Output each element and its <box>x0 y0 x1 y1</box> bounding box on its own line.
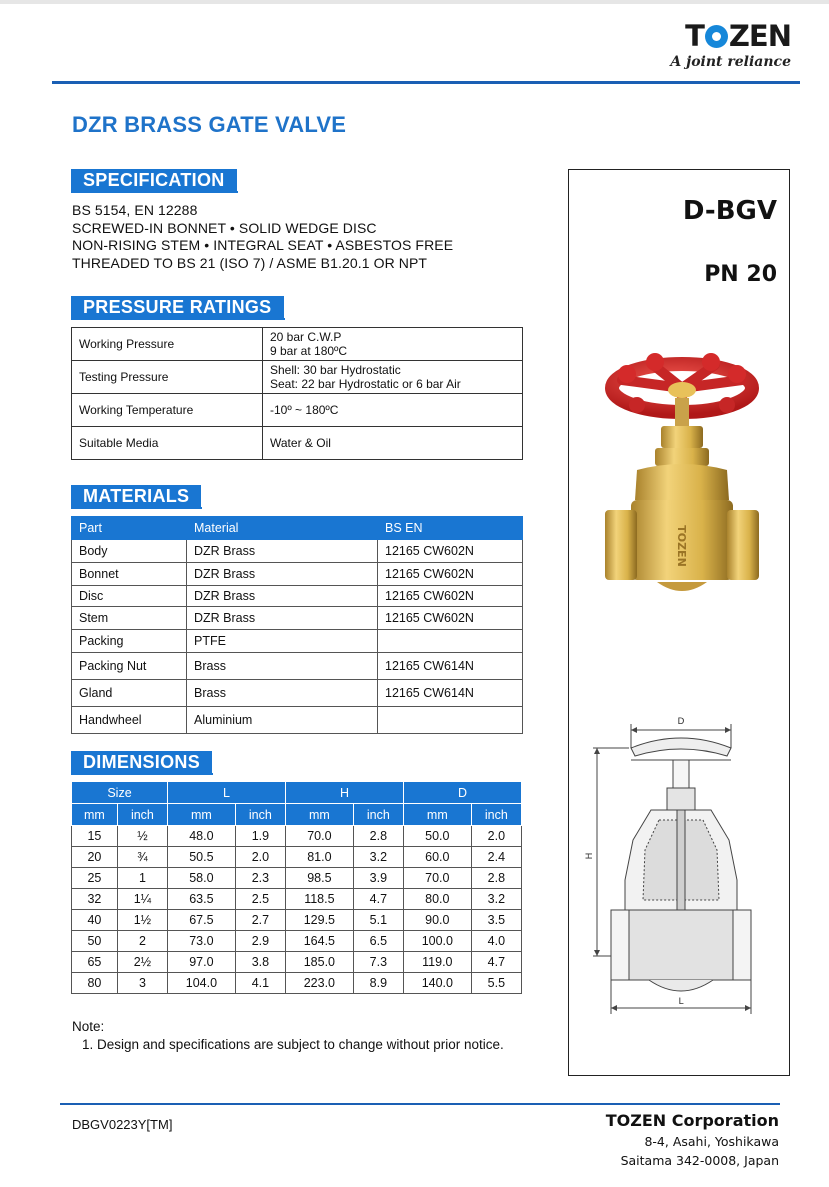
dimension-cell: 118.5 <box>286 889 354 910</box>
section-heading-dimensions: DIMENSIONS <box>71 751 212 773</box>
table-row <box>72 680 523 707</box>
column-header: Part <box>72 517 187 540</box>
dimension-cell: 1.9 <box>235 826 285 847</box>
note-item: 1. Design and specifications are subject to change without prior notice. <box>82 1037 504 1052</box>
table-row <box>72 952 522 973</box>
logo-tagline: A joint reliance <box>670 54 791 70</box>
dimension-cell: ½ <box>117 826 167 847</box>
pressure-ratings-table <box>71 327 523 460</box>
valve-photo <box>597 350 767 630</box>
table-row <box>72 868 522 889</box>
rating-label: Suitable Media <box>72 427 263 460</box>
dimension-cell: 97.0 <box>168 952 236 973</box>
materials-table <box>71 516 523 734</box>
column-header: Material <box>187 517 378 540</box>
dimension-cell: 2.7 <box>235 910 285 931</box>
dimension-cell: 3.8 <box>235 952 285 973</box>
unit-header: inch <box>117 804 167 826</box>
table-row <box>72 328 523 361</box>
company-name: TOZEN Corporation <box>605 1111 779 1130</box>
table-row <box>72 394 523 427</box>
dimension-cell: 2.9 <box>235 931 285 952</box>
specification-text <box>72 202 453 272</box>
logo-wordmark: T ZEN <box>685 19 791 53</box>
spec-line: SCREWED-IN BONNET • SOLID WEDGE DISC <box>72 219 377 236</box>
dimension-cell: 4.7 <box>353 889 403 910</box>
dimension-cell: 50.5 <box>168 847 236 868</box>
dimension-cell: 80.0 <box>403 889 471 910</box>
dimension-cell: 2.5 <box>235 889 285 910</box>
dimension-cell: 1 <box>117 868 167 889</box>
dimension-cell: 5.1 <box>353 910 403 931</box>
unit-header: mm <box>72 804 118 826</box>
unit-header: mm <box>168 804 236 826</box>
dimension-cell: 80 <box>72 973 118 994</box>
document-reference: DBGV0223Y[TM] <box>72 1117 173 1132</box>
dimension-cell: 1½ <box>117 910 167 931</box>
material-cell: DZR Brass <box>187 540 378 563</box>
dimension-cell: 1¼ <box>117 889 167 910</box>
material-cell: Aluminium <box>187 707 378 734</box>
dimension-cell: 140.0 <box>403 973 471 994</box>
notes <box>72 1018 504 1054</box>
table-row <box>72 563 523 586</box>
company-block <box>606 1110 779 1170</box>
standard-cell: 12165 CW602N <box>378 607 523 630</box>
document-title: DZR BRASS GATE VALVE <box>72 112 347 137</box>
material-cell: DZR Brass <box>187 607 378 630</box>
dimension-cell: 2.3 <box>235 868 285 889</box>
footer-rule <box>60 1103 780 1105</box>
rating-label: Working Temperature <box>72 394 263 427</box>
table-row <box>72 607 523 630</box>
header-rule <box>52 81 800 84</box>
standard-cell: 12165 CW602N <box>378 586 523 607</box>
standard-cell: 12165 CW614N <box>378 653 523 680</box>
unit-header: inch <box>235 804 285 826</box>
material-cell: DZR Brass <box>187 586 378 607</box>
dimension-cell: 5.5 <box>471 973 521 994</box>
dimension-l-label: L <box>678 997 684 1007</box>
dimension-cell: 50 <box>72 931 118 952</box>
table-row <box>72 889 522 910</box>
packing-nut <box>661 426 703 448</box>
standard-cell: 12165 CW602N <box>378 563 523 586</box>
table-row <box>72 586 523 607</box>
dimension-cell: 73.0 <box>168 931 236 952</box>
note-heading: Note: <box>72 1019 105 1034</box>
dimension-cell: 98.5 <box>286 868 354 889</box>
part-cell: Stem <box>72 607 187 630</box>
unit-header: mm <box>403 804 471 826</box>
dimension-cell: 40 <box>72 910 118 931</box>
pressure-class: PN 20 <box>704 262 777 287</box>
table-row <box>72 847 522 868</box>
dimension-cell: 129.5 <box>286 910 354 931</box>
part-cell: Disc <box>72 586 187 607</box>
dimension-cell: 20 <box>72 847 118 868</box>
table-header-row <box>72 517 523 540</box>
dimension-cell: 104.0 <box>168 973 236 994</box>
logo-o-mark <box>705 25 728 48</box>
standard-cell: 12165 CW602N <box>378 540 523 563</box>
dimension-cell: 2.8 <box>353 826 403 847</box>
material-cell: DZR Brass <box>187 563 378 586</box>
dimension-cell: 58.0 <box>168 868 236 889</box>
material-cell: Brass <box>187 680 378 707</box>
dimension-cell: 2.4 <box>471 847 521 868</box>
column-header: BS EN <box>378 517 523 540</box>
standard-cell <box>378 707 523 734</box>
dimension-cell: 4.1 <box>235 973 285 994</box>
dimension-cell: 2.0 <box>471 826 521 847</box>
tozen-logo <box>661 20 791 70</box>
dimension-cell: 3 <box>117 973 167 994</box>
unit-header: inch <box>471 804 521 826</box>
table-row <box>72 540 523 563</box>
table-row <box>72 630 523 653</box>
unit-header: mm <box>286 804 354 826</box>
spec-line: NON-RISING STEM • INTEGRAL SEAT • ASBESTOS FREE <box>72 237 454 253</box>
dimension-drawing <box>585 710 769 1030</box>
column-group-header: H <box>286 782 404 804</box>
dimension-cell: 3.2 <box>353 847 403 868</box>
column-group-header: D <box>403 782 521 804</box>
company-address-line: 8-4, Asahi, Yoshikawa <box>644 1134 779 1149</box>
table-row <box>72 910 522 931</box>
rating-value: Water & Oil <box>263 427 523 460</box>
table-row <box>72 931 522 952</box>
dimension-cell: 67.5 <box>168 910 236 931</box>
section-heading-specification: SPECIFICATION <box>71 169 237 191</box>
svg-text:TOZEN: TOZEN <box>675 525 688 567</box>
rating-label: Testing Pressure <box>72 361 263 394</box>
dimension-cell: 4.0 <box>471 931 521 952</box>
material-cell: PTFE <box>187 630 378 653</box>
dimension-cell: 7.3 <box>353 952 403 973</box>
rating-value: Shell: 30 bar Hydrostatic Seat: 22 bar Hydrostatic or 6 bar Air <box>263 361 523 394</box>
standard-cell <box>378 630 523 653</box>
rating-value: 20 bar C.W.P 9 bar at 180ºC <box>263 328 523 361</box>
dimension-cell: 60.0 <box>403 847 471 868</box>
dimension-cell: 3.5 <box>471 910 521 931</box>
column-group-header: Size <box>72 782 168 804</box>
product-code: D-BGV <box>682 196 777 226</box>
part-cell: Body <box>72 540 187 563</box>
spec-line: THREADED TO BS 21 (ISO 7) / ASME B1.20.1 OR NPT <box>72 254 428 271</box>
dimension-cell: 2 <box>117 931 167 952</box>
part-cell: Gland <box>72 680 187 707</box>
table-row <box>72 826 522 847</box>
rating-label: Working Pressure <box>72 328 263 361</box>
dimension-cell: 81.0 <box>286 847 354 868</box>
column-group-header: L <box>168 782 286 804</box>
dimension-cell: 4.7 <box>471 952 521 973</box>
bonnet <box>635 464 729 500</box>
dimension-cell: 65 <box>72 952 118 973</box>
part-cell: Handwheel <box>72 707 187 734</box>
dimension-cell: 185.0 <box>286 952 354 973</box>
dimension-cell: 32 <box>72 889 118 910</box>
dimension-cell: 223.0 <box>286 973 354 994</box>
dimension-cell: 50.0 <box>403 826 471 847</box>
dimension-cell: 2½ <box>117 952 167 973</box>
dimension-cell: 48.0 <box>168 826 236 847</box>
dimensions-table <box>71 781 522 994</box>
spec-line: BS 5154, EN 12288 <box>72 202 198 218</box>
stem <box>675 398 689 426</box>
table-header-row <box>72 782 522 804</box>
dimension-cell: 25 <box>72 868 118 889</box>
dimension-cell: 15 <box>72 826 118 847</box>
dimension-cell: 6.5 <box>353 931 403 952</box>
dimension-cell: 2.8 <box>471 868 521 889</box>
dimension-cell: 63.5 <box>168 889 236 910</box>
dimension-cell: 70.0 <box>403 868 471 889</box>
table-row <box>72 361 523 394</box>
dimension-cell: 119.0 <box>403 952 471 973</box>
rating-value: -10º ~ 180ºC <box>263 394 523 427</box>
section-heading-pressure-ratings: PRESSURE RATINGS <box>71 296 284 318</box>
table-row <box>72 427 523 460</box>
dimension-cell: 3.9 <box>353 868 403 889</box>
dimension-d-label: D <box>677 717 685 727</box>
company-address-line: Saitama 342-0008, Japan <box>620 1153 779 1168</box>
dimension-cell: 3.2 <box>471 889 521 910</box>
top-border <box>0 0 829 4</box>
table-row <box>72 707 523 734</box>
dimension-cell: 164.5 <box>286 931 354 952</box>
standard-cell: 12165 CW614N <box>378 680 523 707</box>
table-row <box>72 653 523 680</box>
section-heading-materials: MATERIALS <box>71 485 201 507</box>
dimension-cell: 8.9 <box>353 973 403 994</box>
unit-header: inch <box>353 804 403 826</box>
material-cell: Brass <box>187 653 378 680</box>
part-cell: Bonnet <box>72 563 187 586</box>
dimension-cell: ¾ <box>117 847 167 868</box>
dimension-h-label: H <box>585 852 595 860</box>
part-cell: Packing <box>72 630 187 653</box>
table-unit-row <box>72 804 522 826</box>
product-panel <box>568 169 790 1076</box>
dimension-cell: 90.0 <box>403 910 471 931</box>
part-cell: Packing Nut <box>72 653 187 680</box>
dimension-cell: 100.0 <box>403 931 471 952</box>
dimension-cell: 70.0 <box>286 826 354 847</box>
dimension-cell: 2.0 <box>235 847 285 868</box>
table-row <box>72 973 522 994</box>
